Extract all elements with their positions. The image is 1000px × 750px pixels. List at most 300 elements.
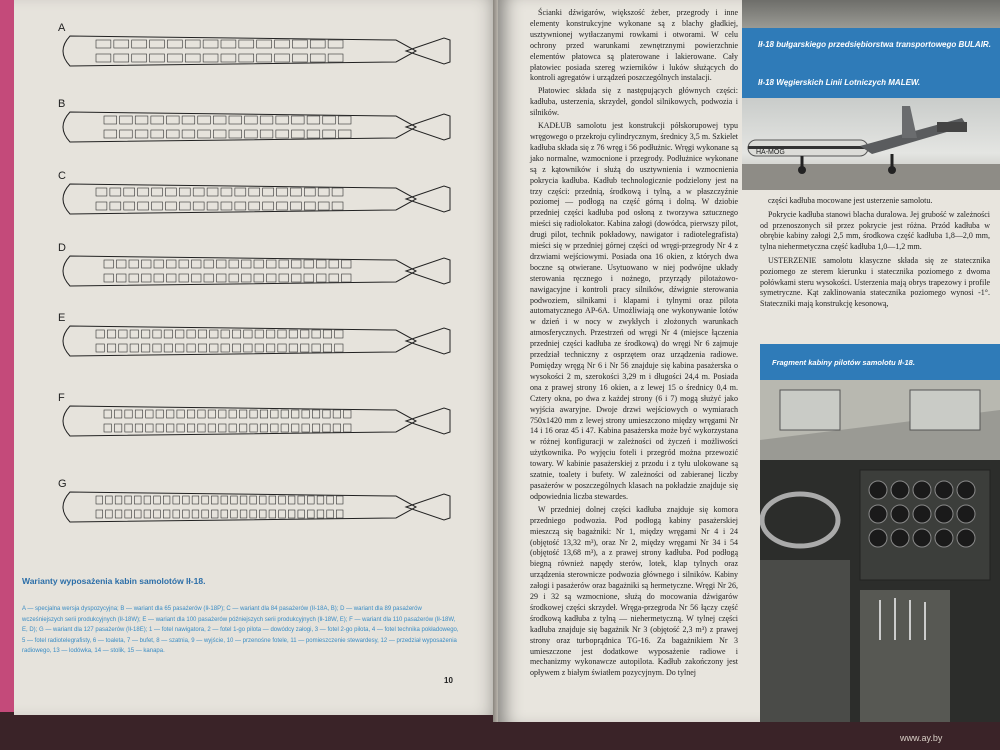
seat-block <box>187 424 194 432</box>
tail-outline <box>406 328 450 354</box>
variant-letter: A <box>58 22 66 34</box>
variant-letter: F <box>58 392 65 404</box>
seat-block <box>125 496 132 504</box>
seat-block <box>106 496 113 504</box>
seat-block <box>304 274 314 282</box>
seat-block <box>242 274 252 282</box>
page-number: 10 <box>444 676 453 685</box>
seat-block <box>144 496 151 504</box>
seat-block <box>106 510 113 518</box>
seat-block <box>301 330 309 338</box>
seat-block <box>221 344 229 352</box>
seat-block <box>276 130 289 138</box>
seat-block <box>338 116 351 124</box>
seat-block <box>327 496 334 504</box>
seat-block <box>323 330 331 338</box>
seat-block <box>179 260 189 268</box>
variant-letter: G <box>58 478 67 490</box>
seat-block <box>292 260 302 268</box>
seat-block <box>250 424 257 432</box>
seat-block <box>120 116 133 124</box>
seat-block <box>134 510 141 518</box>
seat-block <box>96 188 107 196</box>
seat-block <box>176 330 184 338</box>
photo2-caption: Ił-18 Węgierskich Linii Lotniczych MALEW. <box>742 70 1000 98</box>
seat-block <box>250 410 257 418</box>
seat-block <box>152 202 163 210</box>
seat-block <box>266 344 274 352</box>
seat-block <box>269 496 276 504</box>
tail-outline <box>406 186 450 212</box>
seat-block <box>298 510 305 518</box>
paragraph: Ścianki dźwigarów, większość żeber, przegrody i inne elementy konstrukcyjne wykonane są z blachy gładkiej, usztywnionej wytłaczanymi rowkami i otworami. W celu ochrony przed warunkami zewnętrznymi powierzchnie elementów płatowca są platerowane i lakierowane. Cały płatowiec posiada szereg wzierników i luków służących do kontroli agregatów i urządzeń poszczególnych instalacji. <box>530 8 738 83</box>
seat-block <box>250 510 257 518</box>
seat-block <box>229 260 239 268</box>
seat-block <box>257 54 272 62</box>
seat-block <box>308 496 315 504</box>
seat-block <box>152 188 163 196</box>
paragraph: USTERZENIE samolotu klasyczne składa się ze statecznika poziomego ze sterem kierunku i statecznika poziomego z dwoma połówkami steru wysokości. Usterzenia mają obrys trapezowy i profile symetryczne. Kąt zaklinowania statecznika poziomego wynosi -1°. Stateczniki mają konstrukcję kesonową, <box>760 255 990 309</box>
seat-block <box>332 202 343 210</box>
seat-block <box>312 410 319 418</box>
seat-block <box>232 344 240 352</box>
seat-block <box>221 188 232 196</box>
seat-block <box>183 510 190 518</box>
cabin-layout-drawing <box>50 310 490 380</box>
seat-block <box>104 130 117 138</box>
seat-block <box>107 330 115 338</box>
seat-block <box>292 130 305 138</box>
seat-block <box>267 260 277 268</box>
seat-block <box>298 496 305 504</box>
seat-block <box>301 344 309 352</box>
seat-block <box>142 274 152 282</box>
variant-letter: B <box>58 98 66 110</box>
seat-block <box>235 188 246 196</box>
seat-block <box>221 40 236 48</box>
seat-block <box>141 330 149 338</box>
tail-outline <box>406 38 450 64</box>
seat-block <box>193 202 204 210</box>
seat-block <box>318 188 329 196</box>
seat-block <box>292 410 299 418</box>
seat-block <box>192 260 202 268</box>
seat-block <box>114 410 121 418</box>
seat-block <box>120 130 133 138</box>
seat-block <box>317 510 324 518</box>
article-column-1 <box>530 8 738 681</box>
seat-block <box>254 274 264 282</box>
seat-block <box>167 424 174 432</box>
seat-block <box>96 54 111 62</box>
seat-block <box>138 188 149 196</box>
seat-block <box>318 202 329 210</box>
photo3-caption: Fragment kabiny pilotów samolotu Ił-18. <box>760 344 1000 380</box>
seat-block <box>138 202 149 210</box>
seat-block <box>250 496 257 504</box>
seat-block <box>115 496 122 504</box>
seat-block <box>163 496 170 504</box>
seat-block <box>104 116 117 124</box>
seat-block <box>185 54 200 62</box>
seat-block <box>208 424 215 432</box>
seat-block <box>217 260 227 268</box>
seat-block <box>279 274 289 282</box>
seat-block <box>219 410 226 418</box>
seat-block <box>151 116 164 124</box>
seat-block <box>167 54 182 62</box>
seat-block <box>202 496 209 504</box>
caption-text: A — specjalna wersja dyspozycyjna; B — wariant dla 65 pasażerów (Ił-18P); C — wariant dla 84 pasażerów (Ił-18A, B); D — wariant dla 89 pasażerów wcześniejszych serii produkcyjnych (Ił-18W); E — wariant dla 100 pasażerów późniejszych serii produkcyjnych (Ił-18W, E); F — wariant dla 110 pasażerów (Ił-18W, E, D); G — wariant dla 127 pasażerów (Ił-18E); 1 — fotel nawigatora, 2 — fotel 1-go pilota — dowódcy załogi, 3 — fotel 2-go pilota, 4 — fotel technika pokładowego, 5 — fotel radiotelegrafisty, 6 — toaleta, 7 — bufet, 8 — szatnia, 9 — wyjście, 10 — przenośne fotele, 11 — pomieszczenie stewardesy, 12 — przedział wyposażenia radiowego, 13 — lodówka, 14 — stolik, 15 — kanapa. <box>22 606 459 654</box>
seat-block <box>244 330 252 338</box>
seat-block <box>275 54 290 62</box>
seat-block <box>135 130 148 138</box>
seat-block <box>239 40 254 48</box>
seat-block <box>292 54 307 62</box>
seat-block <box>289 344 297 352</box>
seat-block <box>312 344 320 352</box>
seat-block <box>269 510 276 518</box>
seat-block <box>119 330 127 338</box>
seat-block <box>182 130 195 138</box>
seat-block <box>279 260 289 268</box>
seat-block <box>146 424 153 432</box>
seat-block <box>129 260 139 268</box>
seat-block <box>96 40 111 48</box>
seat-block <box>219 424 226 432</box>
fuselage-outline <box>63 492 416 522</box>
fuselage-outline <box>63 256 416 286</box>
seat-block <box>239 424 246 432</box>
seat-block <box>173 496 180 504</box>
seat-block <box>221 202 232 210</box>
seat-block <box>164 344 172 352</box>
seat-block <box>114 54 129 62</box>
seat-block <box>290 188 301 196</box>
seat-block <box>266 330 274 338</box>
seat-block <box>336 496 343 504</box>
seat-block <box>231 496 238 504</box>
seat-block <box>208 410 215 418</box>
seat-block <box>292 40 307 48</box>
seat-block <box>307 130 320 138</box>
cabin-layout-drawing <box>50 96 490 166</box>
cabin-layout-drawing <box>50 168 490 238</box>
variant-letter: C <box>58 170 66 182</box>
seat-block <box>260 130 273 138</box>
seat-block <box>154 510 161 518</box>
seat-block <box>342 260 352 268</box>
seat-block <box>317 274 327 282</box>
seat-block <box>332 188 343 196</box>
variant-letter: E <box>58 312 66 324</box>
seat-block <box>125 510 132 518</box>
seat-block <box>151 130 164 138</box>
paragraph: KADŁUB samolotu jest konstrukcji półskorupowej typu wręgowego o przekroju cylindrycznym, średnicy 3,5 m. Szkielet kadłuba składa się z 76 wręg i 56 podłużnic. Wręgi wykonane są jako normalne, wzmocnione i przegrody. Podłużnice wykonane są z kątowników i służą do usztywnienia i wzmocnienia pokrycia kadłuba. Kadłub technologicznie podzielony jest na trzy części: przednią, środkową i tylną, a w płaszczyźnie poziomej — podłogą na część górną i dolną. W dziobie przedniej części kadłuba pod osłoną z tworzywa sztucznego mieści się radiolokator. Kabina załogi (dowódca, pierwszy pilot, drugi pilot, technik pokładowy, nawigator i radiotelegrafista) mieści się w przedniej górnej części od wręgi-przegrody Nr 4 z drzwiami wejściowymi. Posiada ona 16 okien, z których dwa boczne są otwierane. Usytuowano w niej podwójne układy sterowania ręcznego i nożnego, przyrządy pilotażowo-nawigacyjne i kontroli pracy silników, dźwignie sterowania podwoziem, silnikami i klapami i tylnymi oraz pilota automatycznego AP-6A. Umożliwiają one wykonywanie lotów w dzień i w nocy w zwykłych i złożonych warunkach atmosferycznych. Przestrzeń od wręgi Nr 4 (miejsce łączenia przedniej części kadłuba ze środkową) do wręgi Nr 6 zajmuje przedział techniczny z osprzętem oraz urządzenia radiowe. Pomiędzy wręgą Nr 6 i Nr 56 znajduje się kabina pasażerska o wysokości 2 m, szerokości 3,29 m i długości 24,4 m. Posiada ona z prawej strony 16 okien, a z lewej 15 o średnicy 0,4 m. Cztery okna, po dwa z każdej strony (6 i 7) mogą służyć jako wyjścia awaryjne. Dwoje drzwi wejściowych o wymiarach 750x1420 mm z lewej strony umieszczono między wręgami Nr 14 i 16 oraz 45 i 47. Kabina pasażerska może być wykorzystana w różnej konfiguracji w zależności od życzeń i możliwości użytkownika. Po wyjęciu foteli i przegród można przewozić towary. W kabinie pasażerskiej z przodu i z tyłu ulokowane są szatnie, toalety i bufety. W zależności od zabieranej liczby pasażerów w poszczególnych klasach na pokładzie znajduje się odpowiednia liczba stewardes. <box>530 121 738 501</box>
seat-block <box>271 410 278 418</box>
seat-block <box>221 54 236 62</box>
tail-outline <box>406 114 450 140</box>
seat-block <box>255 344 263 352</box>
seat-block <box>254 260 264 268</box>
seat-block <box>312 424 319 432</box>
seat-block <box>167 116 180 124</box>
seat-block <box>193 188 204 196</box>
seat-block <box>239 410 246 418</box>
seat-block <box>198 116 211 124</box>
tail-outline <box>406 258 450 284</box>
seat-block <box>260 116 273 124</box>
seat-block <box>146 410 153 418</box>
seat-block <box>132 40 147 48</box>
seat-block <box>229 274 239 282</box>
seat-block <box>167 260 177 268</box>
seat-block <box>207 188 218 196</box>
seat-block <box>229 424 236 432</box>
seat-block <box>114 424 121 432</box>
seat-block <box>277 188 288 196</box>
seat-block <box>167 410 174 418</box>
seat-block <box>179 202 190 210</box>
seat-block <box>179 188 190 196</box>
seat-block <box>213 130 226 138</box>
seat-block <box>125 410 132 418</box>
seat-block <box>232 330 240 338</box>
seat-block <box>240 496 247 504</box>
seat-block <box>144 510 151 518</box>
seat-block <box>130 344 138 352</box>
seat-block <box>135 410 142 418</box>
seat-block <box>260 410 267 418</box>
paragraph: W przedniej dolnej części kadłuba znajduje się komora przedniego podwozia. Pod podłogą kabiny pasażerskiej mieszczą się bagażniki: Nr 1, między wręgami Nr 4 i 24 (objętość 13,32 m³), oraz Nr 2, między wręgami Nr 34 i 54 (objętość 13,68 m³), a z prawej strony kadłuba. Pod podłogą biegną również napędy sterów, lotek, klap tylnych oraz urządzenia sterownicze podwozia głównego i silników. Kabiny załogi i pasażerów oraz bagażniki są hermetyczne. Wręgi Nr 26, 29 i 32 są wzmocnione, służą do mocowania dźwigarów środkowej części skrzydeł. Wręga-przegroda Nr 56 łączy część środkową kadłuba z tylną — niehermetyczną. W tylnej części kadłuba znajduje się bagażnik Nr 3 (objętość 2,3 m³) z prawej strony oraz turboprądnica TG-16. Za bagażnikiem Nr 3 umieszczone jest dodatkowe wyposażenie radiowe i mechanizmy wykonawcze autopilota. Kadłub zakończony jest opływem z białym światłem pozycyjnym. Do tylnej <box>530 504 738 678</box>
seat-block <box>192 274 202 282</box>
seat-block <box>176 344 184 352</box>
seat-block <box>173 510 180 518</box>
seat-block <box>310 54 325 62</box>
cabin-layout-drawing <box>50 20 490 90</box>
seat-block <box>163 510 170 518</box>
seat-block <box>96 344 104 352</box>
seat-block <box>156 410 163 418</box>
cabin-layout-drawing <box>50 476 490 546</box>
seat-block <box>292 274 302 282</box>
seat-block <box>165 188 176 196</box>
seat-block <box>115 510 122 518</box>
seat-block <box>204 274 214 282</box>
seat-block <box>240 510 247 518</box>
tail-outline <box>406 494 450 520</box>
seat-block <box>130 330 138 338</box>
seat-block <box>277 202 288 210</box>
seat-block <box>229 130 242 138</box>
seat-block <box>198 424 205 432</box>
seat-block <box>336 510 343 518</box>
seat-block <box>288 510 295 518</box>
seat-block <box>259 496 266 504</box>
seat-block <box>114 40 129 48</box>
seat-block <box>335 344 343 352</box>
seat-block <box>257 40 272 48</box>
seat-block <box>150 40 165 48</box>
seat-block <box>217 274 227 282</box>
seat-block <box>221 510 228 518</box>
seat-block <box>263 202 274 210</box>
seat-block <box>150 54 165 62</box>
seat-block <box>96 510 103 518</box>
seat-block <box>292 116 305 124</box>
seat-block <box>317 260 327 268</box>
seat-block <box>344 410 351 418</box>
seat-block <box>328 54 343 62</box>
fuselage-outline <box>63 112 416 142</box>
seat-block <box>117 274 127 282</box>
seat-block <box>263 188 274 196</box>
seat-block <box>96 496 103 504</box>
seat-block <box>335 330 343 338</box>
seat-block <box>177 424 184 432</box>
seat-block <box>260 424 267 432</box>
seat-block <box>281 424 288 432</box>
seat-block <box>156 424 163 432</box>
seat-block <box>333 424 340 432</box>
seat-block <box>167 40 182 48</box>
seat-block <box>167 130 180 138</box>
seat-block <box>107 344 115 352</box>
photo-bulair-aircraft <box>742 0 1000 28</box>
seat-block <box>245 130 258 138</box>
paragraph: Płatowiec składa się z następujących głównych części: kadłuba, usterzenia, skrzydeł, gondol silnikowych, podwozia i silników. <box>530 86 738 118</box>
seat-block <box>135 424 142 432</box>
seat-block <box>329 274 339 282</box>
seat-block <box>179 274 189 282</box>
seat-block <box>154 274 164 282</box>
seat-block <box>249 202 260 210</box>
seat-block <box>125 424 132 432</box>
seat-block <box>198 344 206 352</box>
seat-block <box>141 344 149 352</box>
seat-block <box>185 40 200 48</box>
seat-block <box>164 330 172 338</box>
seat-block <box>304 260 314 268</box>
seat-block <box>310 40 325 48</box>
seat-block <box>213 116 226 124</box>
seat-block <box>221 330 229 338</box>
seat-block <box>323 424 330 432</box>
seat-block <box>187 330 195 338</box>
seat-block <box>198 410 205 418</box>
seat-block <box>255 330 263 338</box>
seat-block <box>323 410 330 418</box>
seat-block <box>307 116 320 124</box>
seat-block <box>154 496 161 504</box>
seat-block <box>134 496 141 504</box>
seat-block <box>211 510 218 518</box>
seat-block <box>229 410 236 418</box>
seat-block <box>288 496 295 504</box>
seat-block <box>329 260 339 268</box>
seat-block <box>167 274 177 282</box>
seat-block <box>183 496 190 504</box>
seat-block <box>221 496 228 504</box>
seat-block <box>182 116 195 124</box>
seat-block <box>323 130 336 138</box>
seat-block <box>231 510 238 518</box>
variant-letter: D <box>58 242 66 254</box>
seat-block <box>292 424 299 432</box>
seat-block <box>187 344 195 352</box>
seat-block <box>207 202 218 210</box>
seat-block <box>129 274 139 282</box>
photo-cockpit <box>760 380 1000 722</box>
seat-block <box>342 274 352 282</box>
tail-outline <box>406 408 450 434</box>
seat-block <box>323 344 331 352</box>
seat-block <box>333 410 340 418</box>
seat-block <box>210 344 218 352</box>
seat-block <box>104 424 111 432</box>
seat-block <box>96 330 104 338</box>
seat-block <box>104 260 114 268</box>
seat-block <box>327 510 334 518</box>
seat-block <box>192 510 199 518</box>
seat-block <box>239 54 254 62</box>
seat-block <box>344 424 351 432</box>
seat-block <box>153 344 161 352</box>
seat-block <box>177 410 184 418</box>
aircraft-registration: HA-MOG <box>756 149 785 156</box>
seat-block <box>304 202 315 210</box>
seat-block <box>249 188 260 196</box>
seat-block <box>328 40 343 48</box>
seat-block <box>259 510 266 518</box>
seat-block <box>338 130 351 138</box>
seat-block <box>308 510 315 518</box>
seat-block <box>290 202 301 210</box>
seat-block <box>278 330 286 338</box>
seat-block <box>302 424 309 432</box>
seat-block <box>211 496 218 504</box>
seat-block <box>279 496 286 504</box>
seat-block <box>279 510 286 518</box>
seat-block <box>104 410 111 418</box>
seat-block <box>96 202 107 210</box>
seat-block <box>110 202 121 210</box>
seat-block <box>154 260 164 268</box>
seat-block <box>135 116 148 124</box>
photo1-caption: Ił-18 bułgarskiego przedsiębiorstwa transportowego BULAIR. <box>742 28 1000 70</box>
seat-block <box>198 130 211 138</box>
article-column-2 <box>760 196 990 313</box>
seat-block <box>317 496 324 504</box>
seat-block <box>267 274 277 282</box>
seat-block <box>278 344 286 352</box>
seat-block <box>244 344 252 352</box>
seat-block <box>229 116 242 124</box>
seat-block <box>242 260 252 268</box>
cabin-layout-drawing <box>50 390 490 460</box>
paragraph: Pokrycie kadłuba stanowi blacha duralowa. Jej grubość w zależności od przenoszonych sił przez pokrycie jest różna. Przód kadłuba w obrębie kabiny załogi 2,5 mm, środkowa część kadłuba 1,8—2,0 mm, tylna niehermetyczna część kadłuba 1,0—1,2 mm. <box>760 209 990 252</box>
left-page <box>14 0 502 715</box>
seat-block <box>203 54 218 62</box>
seat-block <box>204 260 214 268</box>
seat-block <box>235 202 246 210</box>
seat-block <box>289 330 297 338</box>
seat-block <box>132 54 147 62</box>
seat-block <box>245 116 258 124</box>
seat-block <box>117 260 127 268</box>
seat-block <box>281 410 288 418</box>
seat-block <box>124 202 135 210</box>
